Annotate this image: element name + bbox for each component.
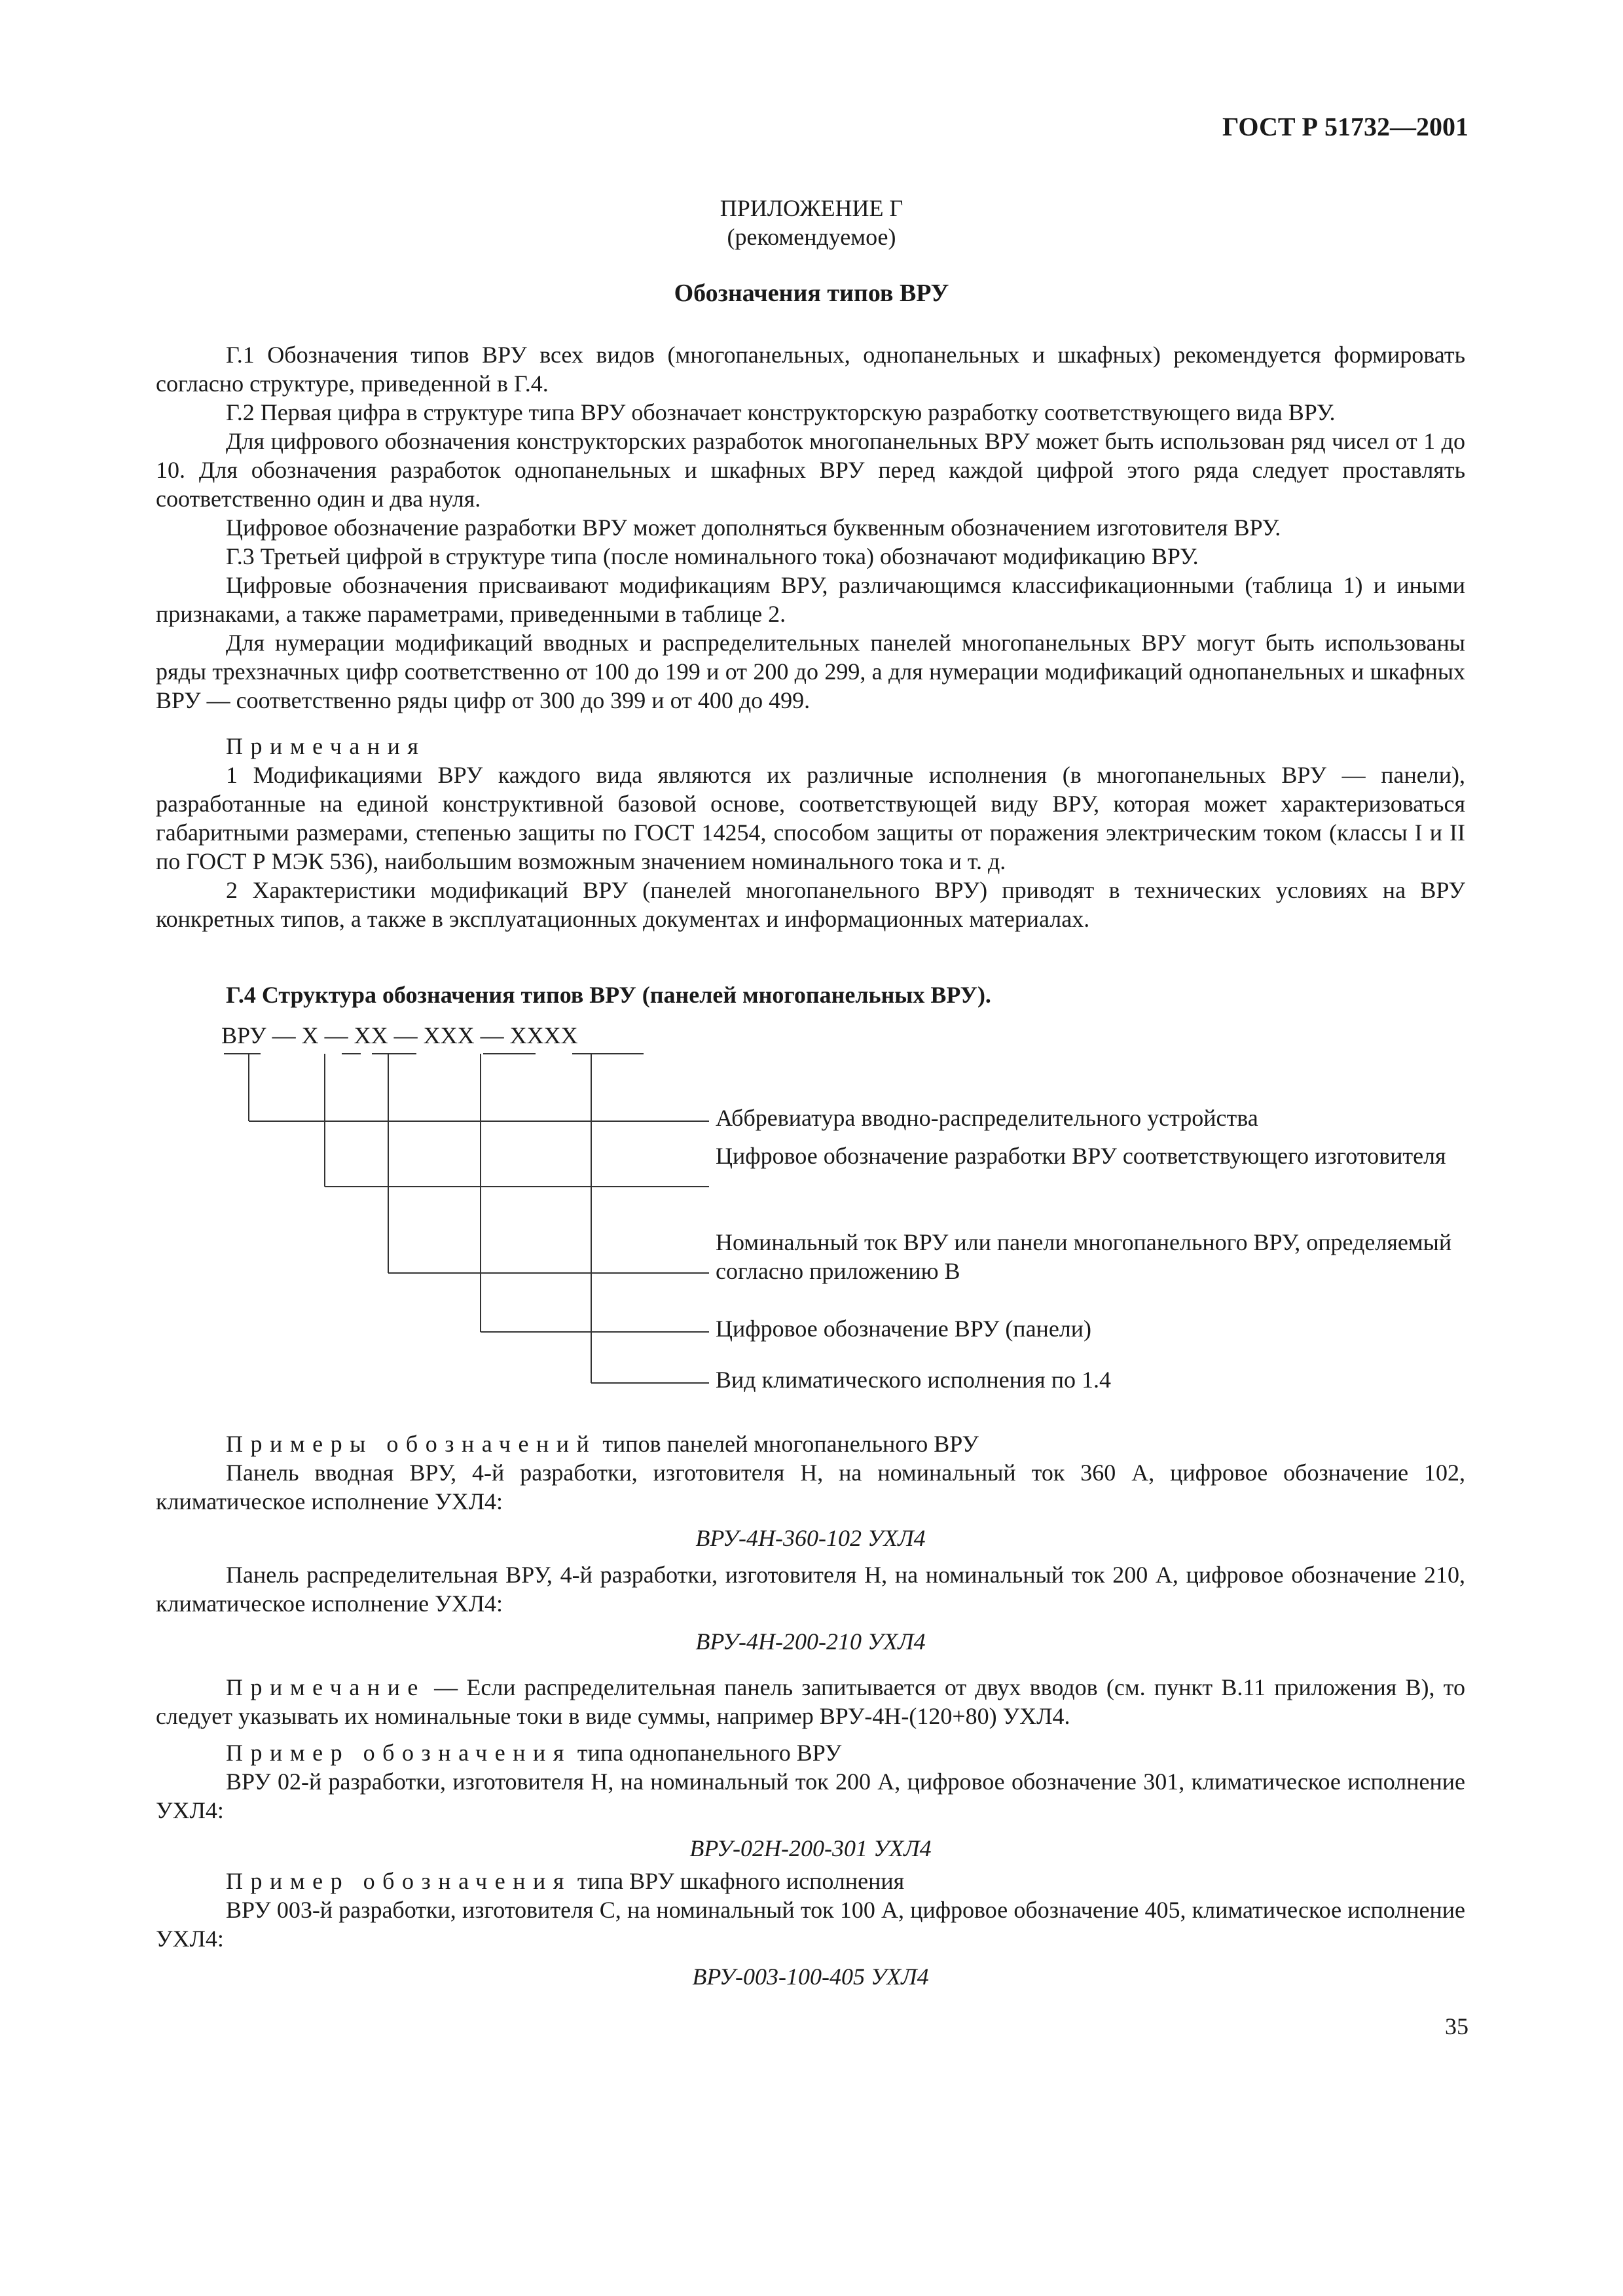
paragraph-modifications: Цифровые обозначения присваивают модификациям ВРУ, различающимся классификационными (таблица 1) и иными признаками, а также параметрами, приведенными в таблице 2. — [156, 572, 1465, 627]
label-abbreviation: Аббревиатура вводно-распределительного устройства — [716, 1105, 1258, 1131]
document-header: ГОСТ Р 51732—2001 — [1222, 112, 1468, 141]
examples-single-heading: Пример обозначения типа однопанельного ВРУ — [226, 1740, 842, 1766]
examples-block — [156, 1429, 1465, 1991]
example-1-text: Панель вводная ВРУ, 4-й разработки, изготовителя Н, на номинальный ток 360 А, цифровое обозначение 102, климатическое исполнение УХЛ4: — [156, 1460, 1465, 1515]
example-2-code: ВРУ-4Н-200-210 УХЛ4 — [695, 1628, 926, 1655]
label-digital-designation: Цифровое обозначение ВРУ (панели) — [716, 1316, 1092, 1342]
designation-structure-diagram — [156, 1021, 1465, 1414]
notes-heading: Примечания — [226, 733, 426, 759]
paragraph-g3: Г.3 Третьей цифрой в структуре типа (после номинального тока) обозначают модификацию ВРУ. — [226, 543, 1199, 569]
section-title: Обозначения типов ВРУ — [674, 279, 949, 307]
example-3-code: ВРУ-02Н-200-301 УХЛ4 — [689, 1835, 932, 1861]
paragraph-ranges: Для нумерации модификаций вводных и распределительных панелей многопанельных ВРУ могут быть использованы ряды трехзначных цифр соответственно от 100 до 199 и от 200 до 299, а для нумерации модификаций однопанельных и шкафных ВРУ — соответственно ряды цифр от 300 до 399 и от 400 до 499. — [156, 630, 1465, 713]
examples-cabinet-heading: Пример обозначения типа ВРУ шкафного исполнения — [226, 1868, 905, 1894]
example-1-code: ВРУ-4Н-360-102 УХЛ4 — [695, 1525, 926, 1551]
example-4-code: ВРУ-003-100-405 УХЛ4 — [692, 1964, 929, 1990]
example-4-text: ВРУ 003-й разработки, изготовителя С, на номинальный ток 100 А, цифровое обозначение 405, климатическое исполнение УХЛ4: — [156, 1897, 1465, 1952]
paragraph-g1: Г.1 Обозначения типов ВРУ всех видов (многопанельных, однопанельных и шкафных) рекомендуется формировать согласно структуре, приведенной в Г.4. — [156, 342, 1465, 397]
designation-code: ВРУ — Х — ХХ — ХХХ — ХХХХ — [221, 1022, 578, 1049]
example-2-text: Панель распределительная ВРУ, 4-й разработки, изготовителя Н, на номинальный ток 200 А, цифровое обозначение 210, климатическое исполнение УХЛ4: — [156, 1562, 1465, 1617]
examples-note: Примечание — Если распределительная панель запитывается от двух вводов (см. пункт В.11 приложения В), то следует указывать их номинальные токи в виде суммы, например ВРУ-4Н-(120+80) УХЛ4. — [156, 1674, 1465, 1729]
note-2: 2 Характеристики модификаций ВРУ (панелей многопанельного ВРУ) приводят в технических условиях на ВРУ конкретных типов, а также в эксплуатационных документах и информационных материалах. — [156, 877, 1465, 932]
example-3-text: ВРУ 02-й разработки, изготовителя Н, на номинальный ток 200 А, цифровое обозначение 301, климатическое исполнение УХЛ4: — [156, 1768, 1465, 1823]
g4-heading-block — [156, 980, 1465, 1009]
appendix-subtitle: (рекомендуемое) — [727, 224, 896, 250]
examples-multi-heading: Примеры обозначений типов панелей многопанельного ВРУ — [226, 1431, 979, 1457]
label-rated-current: Номинальный ток ВРУ или панели многопанельного ВРУ, определяемый согласно приложению В — [716, 1229, 1452, 1284]
notes-block — [156, 732, 1465, 933]
appendix-title: ПРИЛОЖЕНИЕ Г — [720, 195, 903, 221]
diagram-connector-lines — [156, 1021, 1465, 1414]
note-1: 1 Модификациями ВРУ каждого вида являются их различные исполнения (в многопанельных ВРУ — панели), разработанные на единой конструктивной базовой основе, соответствующей виду ВРУ, которая может характеризоваться габаритными размерами, степенью защиты по ГОСТ 14254, способом защиты от поражения электрическим током (классы I и II по ГОСТ Р МЭК 536), наибольшим возможным значением номинального тока и т. д. — [156, 762, 1465, 874]
body-paragraphs — [156, 340, 1465, 715]
g4-heading: Г.4 Структура обозначения типов ВРУ (панелей многопанельных ВРУ). — [226, 982, 991, 1008]
paragraph-numbering: Для цифрового обозначения конструкторских разработок многопанельных ВРУ может быть использован ряд чисел от 1 до 10. Для обозначения разработок однопанельных и шкафных ВРУ перед каждой цифрой этого ряда следует проставлять соответственно один и два нуля. — [156, 428, 1465, 512]
label-development: Цифровое обозначение разработки ВРУ соответствующего изготовителя — [716, 1143, 1446, 1169]
appendix-heading — [0, 194, 1623, 251]
paragraph-g2: Г.2 Первая цифра в структуре типа ВРУ обозначает конструкторскую разработку соответствующего вида ВРУ. — [226, 399, 1336, 425]
label-climatic: Вид климатического исполнения по 1.4 — [716, 1367, 1111, 1393]
paragraph-letter-designation: Цифровое обозначение разработки ВРУ может дополняться буквенным обозначением изготовителя ВРУ. — [226, 514, 1281, 541]
page-number: 35 — [1445, 2013, 1468, 2039]
